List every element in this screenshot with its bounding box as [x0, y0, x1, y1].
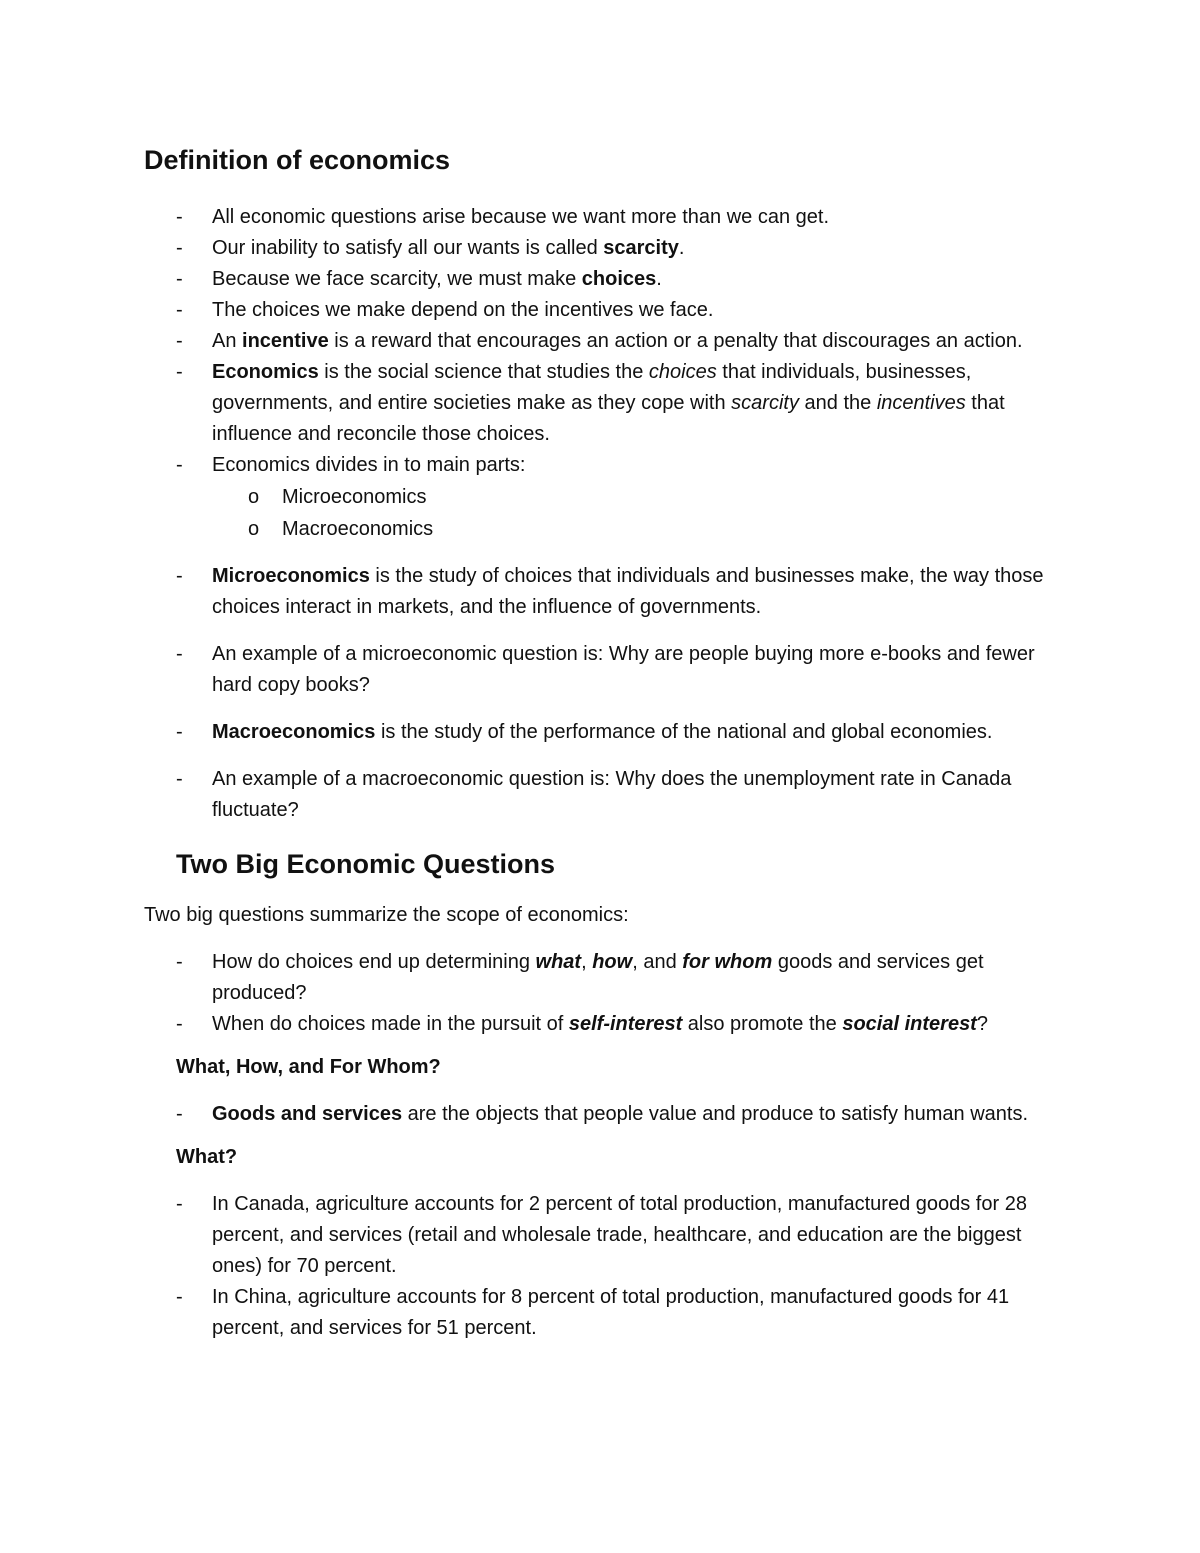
sub-list-item: o Macroeconomics — [212, 513, 1052, 545]
list-item: - When do choices made in the pursuit of self-interest also promote the social interest? — [144, 1009, 1052, 1040]
list-item: - Macroeconomics is the study of the performance of the national and global economies. — [144, 717, 1052, 748]
heading-two-big-economic-questions: Two Big Economic Questions — [176, 849, 556, 879]
goods-list — [144, 1099, 1080, 1130]
list-item: - All economic questions arise because we want more than we can get. — [144, 202, 1052, 233]
list-item: - Economics divides in to main parts: o Microeconomics o Macroeconomics — [144, 450, 1052, 545]
list-item: - Economics is the social science that studies the choices that individuals, businesses, governments, and entire societies make as they cope with scarcity and the incentives that influence and reconcile those choices. — [144, 357, 1052, 450]
heading-definition-of-economics: Definition of economics — [144, 145, 451, 175]
list-item: - Microeconomics is the study of choices that individuals and businesses make, the way those choices interact in markets, and the influence of governments. — [144, 561, 1052, 623]
list-item: - An incentive is a reward that encourages an action or a penalty that discourages an action. — [144, 326, 1052, 357]
list-item: - In Canada, agriculture accounts for 2 percent of total production, manufactured goods for 28 percent, and services (retail and wholesale trade, healthcare, and education are the biggest ones) for 70 percent. — [144, 1189, 1052, 1282]
list-item: - In China, agriculture accounts for 8 percent of total production, manufactured goods for 41 percent, and services for 51 percent. — [144, 1282, 1052, 1344]
list-item: - Goods and services are the objects that people value and produce to satisfy human wants. — [144, 1099, 1052, 1130]
subheading-what-how-for-whom: What, How, and For Whom? — [176, 1056, 441, 1078]
list-item: - An example of a macroeconomic question is: Why does the unemployment rate in Canada fluctuate? — [144, 764, 1052, 826]
subheading-what: What? — [176, 1146, 238, 1168]
list-item: - Our inability to satisfy all our wants is called scarcity. — [144, 233, 1052, 264]
definition-list — [144, 202, 1080, 826]
sub-list-item: o Microeconomics — [212, 481, 1052, 513]
what-list — [144, 1189, 1080, 1344]
list-item: - Because we face scarcity, we must make choices. — [144, 264, 1052, 295]
questions-list — [144, 947, 1080, 1040]
list-item: - An example of a microeconomic question is: Why are people buying more e-books and fewer hard copy books? — [144, 639, 1052, 701]
sub-list — [212, 481, 1052, 545]
list-item: - How do choices end up determining what, how, and for whom goods and services get produced? — [144, 947, 1052, 1009]
intro-paragraph: Two big questions summarize the scope of economics: — [144, 904, 629, 926]
list-item: - The choices we make depend on the incentives we face. — [144, 295, 1052, 326]
